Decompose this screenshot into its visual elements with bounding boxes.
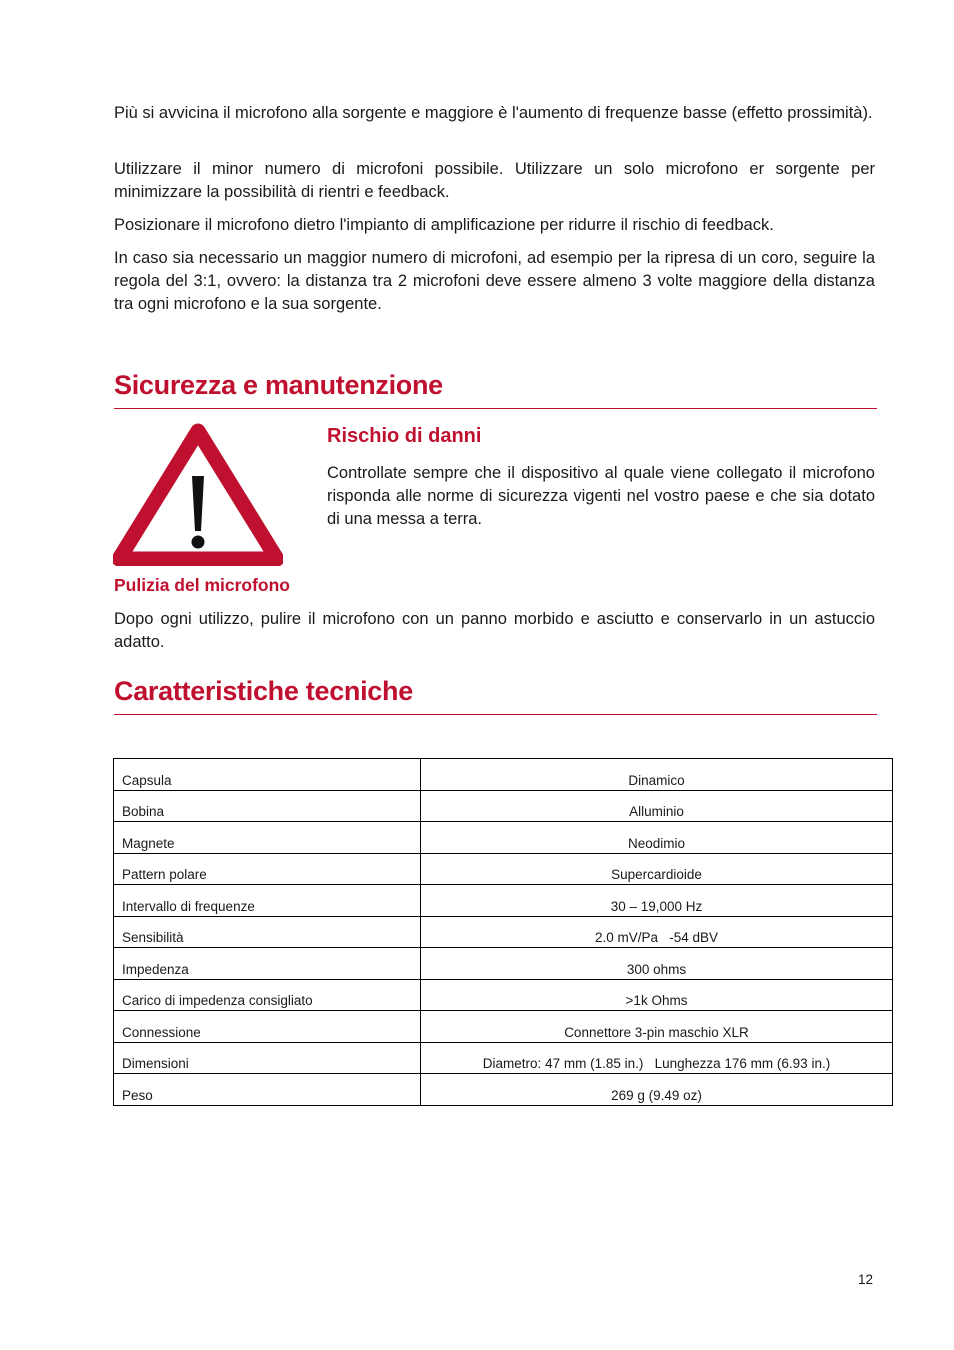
specs-table (113, 758, 893, 1106)
page-number: 12 (858, 1272, 874, 1287)
spec-label: Intervallo di frequenze (114, 885, 421, 917)
spec-label: Sensibilità (114, 916, 421, 948)
spec-label: Connessione (114, 1011, 421, 1043)
table-row (114, 979, 893, 1011)
spec-label: Peso (114, 1074, 421, 1106)
spec-value: Diametro: 47 mm (1.85 in.) Lunghezza 176 mm (6.93 in.) (421, 1042, 893, 1074)
spec-value: Supercardioide (421, 853, 893, 885)
risk-title: Rischio di danni (327, 425, 482, 447)
spec-value: Connettore 3-pin maschio XLR (421, 1011, 893, 1043)
table-row (114, 916, 893, 948)
spec-value: Neodimio (421, 822, 893, 854)
spec-label: Capsula (114, 759, 421, 791)
spec-value: Dinamico (421, 759, 893, 791)
table-row (114, 948, 893, 980)
table-row (114, 885, 893, 917)
spec-label: Pattern polare (114, 853, 421, 885)
table-row (114, 1074, 893, 1106)
spec-label: Bobina (114, 790, 421, 822)
spec-label: Carico di impedenza consigliato (114, 979, 421, 1011)
intro-paragraph-three-to-one: In caso sia necessario un maggior numero di microfoni, ad esempio per la ripresa di un coro, seguire la regola del 3:1, ovvero: la distanza tra 2 microfoni deve essere almeno 3 volte maggiore della distanza tra ogni microfono e la sua sorgente. (114, 249, 875, 313)
safety-heading-rule (114, 408, 877, 409)
spec-value: 300 ohms (421, 948, 893, 980)
table-row (114, 1011, 893, 1043)
table-row (114, 1042, 893, 1074)
spec-value: 269 g (9.49 oz) (421, 1074, 893, 1106)
cleaning-title: Pulizia del microfono (114, 575, 290, 595)
specs-heading: Caratteristiche tecniche (114, 676, 413, 706)
spec-value: 2.0 mV/Pa -54 dBV (421, 916, 893, 948)
spec-label: Impedenza (114, 948, 421, 980)
spec-value: >1k Ohms (421, 979, 893, 1011)
table-row (114, 759, 893, 791)
cleaning-text: Dopo ogni utilizzo, pulire il microfono con un panno morbido e asciutto e conservarlo in un astuccio adatto. (114, 610, 875, 651)
spec-value: Alluminio (421, 790, 893, 822)
table-row (114, 790, 893, 822)
spec-value: 30 – 19,000 Hz (421, 885, 893, 917)
intro-paragraph-mic-count: Utilizzare il minor numero di microfoni possibile. Utilizzare un solo microfono er sorgente per minimizzare la possibilità di rientri e feedback. (114, 160, 875, 201)
specs-heading-rule (114, 714, 877, 715)
intro-paragraph-proximity: Più si avvicina il microfono alla sorgente e maggiore è l'aumento di frequenze basse (effetto prossimità). (114, 104, 873, 122)
safety-heading: Sicurezza e manutenzione (114, 370, 443, 400)
risk-text: Controllate sempre che il dispositivo al quale viene collegato il microfono risponda alle norme di sicurezza vigenti nel vostro paese e che sia dotato di una messa a terra. (327, 464, 875, 528)
spec-label: Magnete (114, 822, 421, 854)
intro-paragraph-placement: Posizionare il microfono dietro l'impianto di amplificazione per ridurre il rischio di feedback. (114, 216, 774, 234)
table-row (114, 822, 893, 854)
table-row (114, 853, 893, 885)
spec-label: Dimensioni (114, 1042, 421, 1074)
warning-triangle-icon (113, 423, 283, 566)
